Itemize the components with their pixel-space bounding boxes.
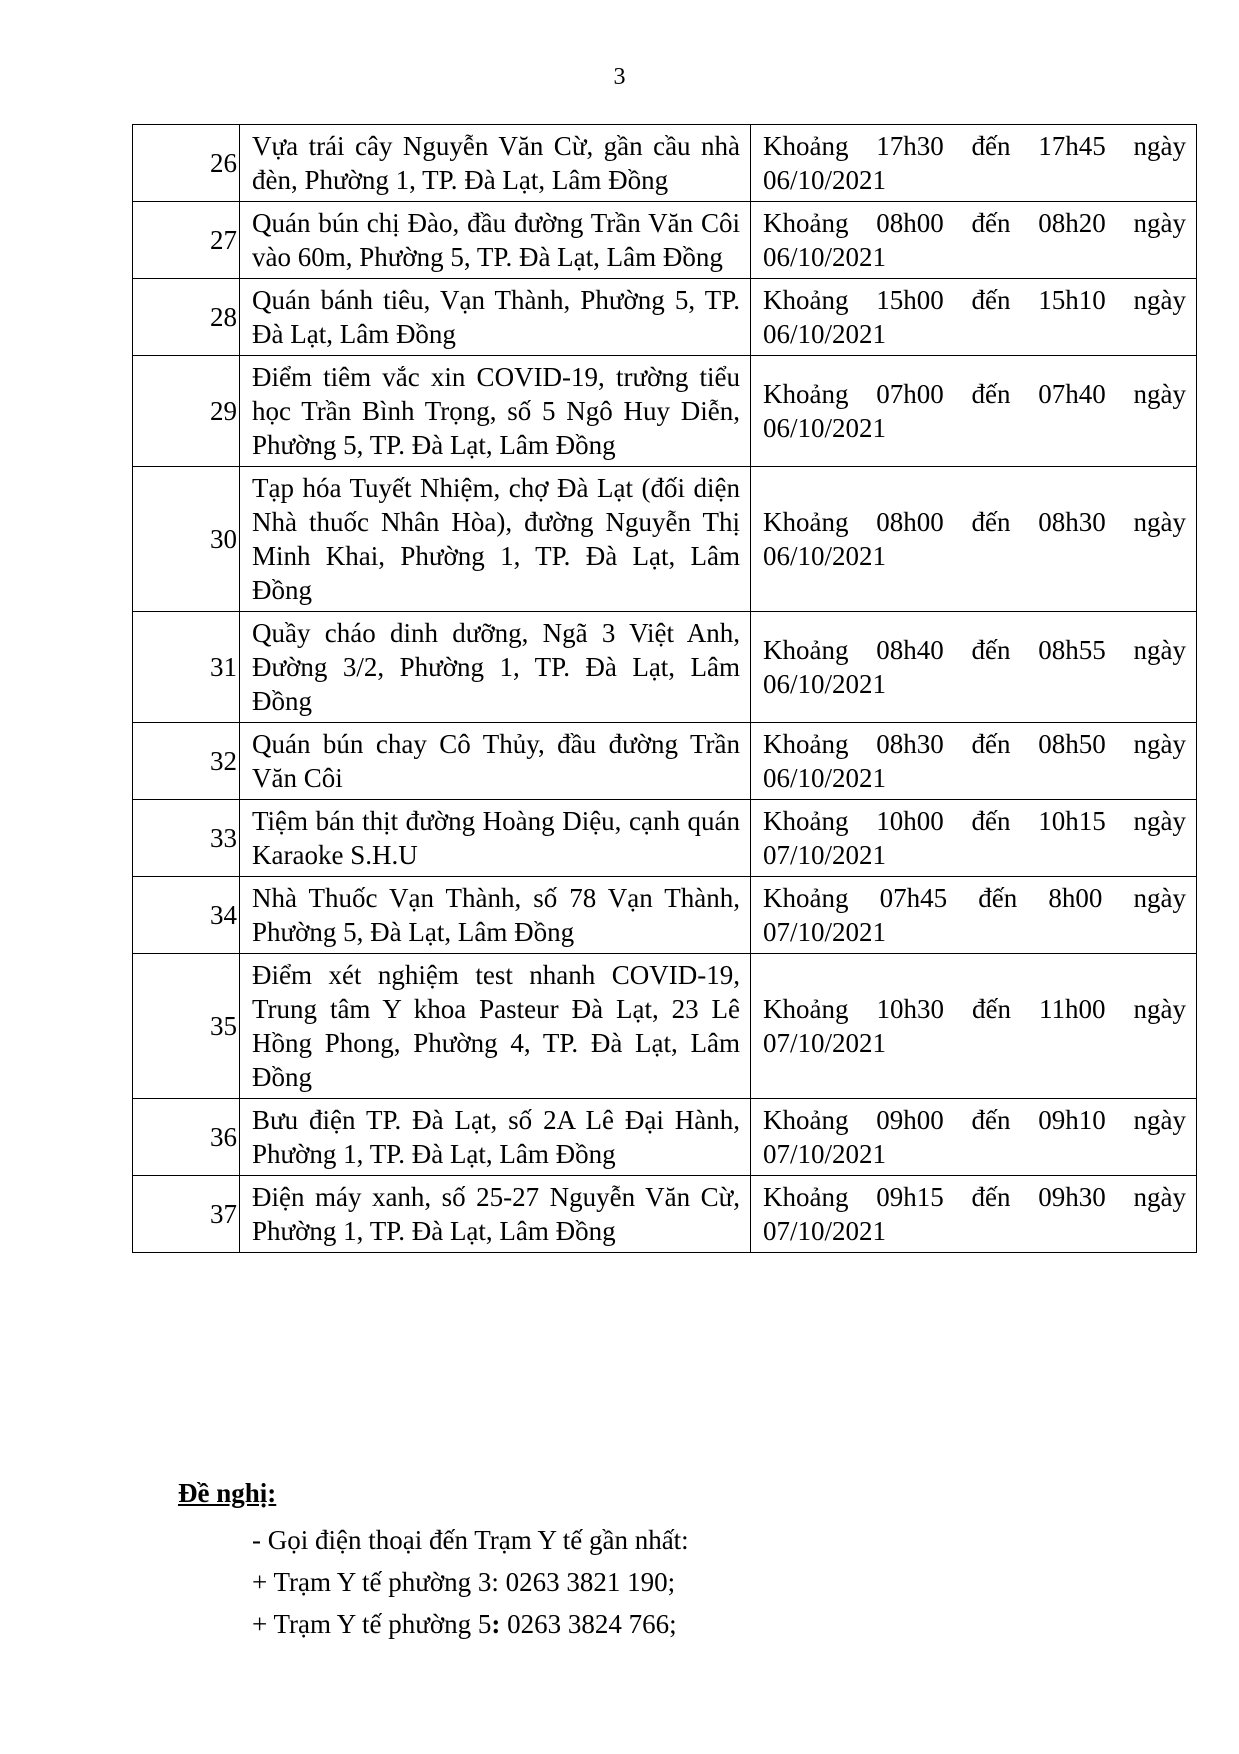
time-date: 06/10/2021	[763, 165, 887, 195]
row-time	[751, 467, 1197, 612]
row-location: Bưu điện TP. Đà Lạt, số 2A Lê Đại Hành, Phường 1, TP. Đà Lạt, Lâm Đồng	[240, 1099, 751, 1176]
row-location: Điểm tiêm vắc xin COVID-19, trường tiểu học Trần Bình Trọng, số 5 Ngô Huy Diễn, Phường 5, TP. Đà Lạt, Lâm Đồng	[240, 356, 751, 467]
time-date: 07/10/2021	[763, 840, 887, 870]
time-date: 07/10/2021	[763, 1216, 887, 1246]
suggestion-station-5	[252, 1603, 689, 1645]
time-sep: đến	[971, 729, 1011, 759]
time-date: 06/10/2021	[763, 541, 887, 571]
time-date: 06/10/2021	[763, 242, 887, 272]
time-day: ngày	[1133, 1182, 1186, 1212]
row-time	[751, 356, 1197, 467]
table-row	[133, 954, 1197, 1099]
time-range	[763, 206, 1186, 240]
time-prefix: Khoảng	[763, 379, 849, 409]
locations-table	[132, 124, 1197, 1253]
time-range	[763, 992, 1186, 1026]
row-time	[751, 954, 1197, 1099]
time-date: 06/10/2021	[763, 319, 887, 349]
time-day: ngày	[1133, 806, 1186, 836]
time-start: 09h15	[876, 1182, 944, 1212]
row-time	[751, 202, 1197, 279]
row-number: 28	[133, 279, 240, 356]
station-5-colon: :	[491, 1609, 501, 1639]
time-range	[763, 129, 1186, 163]
table-row	[133, 467, 1197, 612]
row-time	[751, 723, 1197, 800]
time-prefix: Khoảng	[763, 1182, 849, 1212]
time-start: 10h30	[876, 994, 944, 1024]
row-number: 31	[133, 612, 240, 723]
time-day: ngày	[1133, 285, 1186, 315]
time-start: 15h00	[876, 285, 944, 315]
row-number: 35	[133, 954, 240, 1099]
row-number: 27	[133, 202, 240, 279]
suggestions-section	[178, 1478, 689, 1645]
time-range	[763, 804, 1186, 838]
time-date: 07/10/2021	[763, 1028, 887, 1058]
time-end: 08h20	[1038, 208, 1106, 238]
time-range	[763, 727, 1186, 761]
time-prefix: Khoảng	[763, 635, 849, 665]
time-day: ngày	[1133, 729, 1186, 759]
time-date: 06/10/2021	[763, 669, 887, 699]
row-location: Quán bún chay Cô Thủy, đầu đường Trần Văn Côi	[240, 723, 751, 800]
time-sep: đến	[971, 1105, 1011, 1135]
time-range	[763, 1180, 1186, 1214]
row-number: 32	[133, 723, 240, 800]
time-end: 08h50	[1038, 729, 1106, 759]
row-location: Quầy cháo dinh dưỡng, Ngã 3 Việt Anh, Đường 3/2, Phường 1, TP. Đà Lạt, Lâm Đồng	[240, 612, 751, 723]
row-location: Điện máy xanh, số 25-27 Nguyễn Văn Cừ, Phường 1, TP. Đà Lạt, Lâm Đồng	[240, 1176, 751, 1253]
time-sep: đến	[971, 507, 1011, 537]
time-date: 07/10/2021	[763, 1139, 887, 1169]
table-row	[133, 800, 1197, 877]
row-time	[751, 612, 1197, 723]
row-location: Nhà Thuốc Vạn Thành, số 78 Vạn Thành, Phường 5, Đà Lạt, Lâm Đồng	[240, 877, 751, 954]
row-time	[751, 125, 1197, 202]
time-date: 06/10/2021	[763, 763, 887, 793]
row-number: 30	[133, 467, 240, 612]
time-range	[763, 377, 1186, 411]
time-prefix: Khoảng	[763, 507, 849, 537]
time-range	[763, 505, 1186, 539]
row-location: Vựa trái cây Nguyễn Văn Cừ, gần cầu nhà đèn, Phường 1, TP. Đà Lạt, Lâm Đồng	[240, 125, 751, 202]
row-time	[751, 800, 1197, 877]
time-end: 17h45	[1038, 131, 1106, 161]
row-number: 26	[133, 125, 240, 202]
row-number: 29	[133, 356, 240, 467]
time-range	[763, 283, 1186, 317]
time-day: ngày	[1133, 883, 1186, 913]
page-number: 3	[613, 64, 626, 90]
time-start: 10h00	[876, 806, 944, 836]
time-start: 08h30	[876, 729, 944, 759]
row-location: Tạp hóa Tuyết Nhiệm, chợ Đà Lạt (đối diện Nhà thuốc Nhân Hòa), đường Nguyễn Thị Minh Khai, Phường 1, TP. Đà Lạt, Lâm Đồng	[240, 467, 751, 612]
time-start: 08h40	[876, 635, 944, 665]
time-sep: đến	[978, 883, 1018, 913]
table-row	[133, 723, 1197, 800]
row-location: Điểm xét nghiệm test nhanh COVID-19, Trung tâm Y khoa Pasteur Đà Lạt, 23 Lê Hồng Phong, Phường 4, TP. Đà Lạt, Lâm Đồng	[240, 954, 751, 1099]
time-day: ngày	[1133, 131, 1186, 161]
time-sep: đến	[971, 379, 1011, 409]
row-number: 33	[133, 800, 240, 877]
suggestion-station-3: + Trạm Y tế phường 3: 0263 3821 190;	[252, 1567, 676, 1597]
time-range	[763, 881, 1186, 915]
time-start: 09h00	[876, 1105, 944, 1135]
row-number: 36	[133, 1099, 240, 1176]
time-sep: đến	[971, 1182, 1011, 1212]
station-5-label: + Trạm Y tế phường 5	[252, 1609, 492, 1639]
time-day: ngày	[1133, 1105, 1186, 1135]
table-row	[133, 279, 1197, 356]
row-location: Quán bún chị Đào, đầu đường Trần Văn Côi vào 60m, Phường 5, TP. Đà Lạt, Lâm Đồng	[240, 202, 751, 279]
row-time	[751, 877, 1197, 954]
time-day: ngày	[1133, 994, 1186, 1024]
row-time	[751, 1099, 1197, 1176]
time-end: 07h40	[1038, 379, 1106, 409]
time-end: 11h00	[1038, 994, 1106, 1024]
time-start: 07h00	[876, 379, 944, 409]
table-row	[133, 125, 1197, 202]
time-prefix: Khoảng	[763, 285, 849, 315]
time-start: 07h45	[879, 883, 948, 913]
time-prefix: Khoảng	[763, 806, 849, 836]
table-row	[133, 612, 1197, 723]
row-time	[751, 1176, 1197, 1253]
time-start: 08h00	[876, 507, 944, 537]
time-start: 08h00	[876, 208, 944, 238]
time-sep: đến	[971, 994, 1011, 1024]
time-date: 07/10/2021	[763, 917, 887, 947]
row-location: Tiệm bán thịt đường Hoàng Diệu, cạnh quán Karaoke S.H.U	[240, 800, 751, 877]
suggestion-call-line: - Gọi điện thoại đến Trạm Y tế gần nhất:	[252, 1525, 689, 1555]
table-row	[133, 1099, 1197, 1176]
time-prefix: Khoảng	[763, 208, 849, 238]
time-range	[763, 1103, 1186, 1137]
time-end: 09h30	[1038, 1182, 1106, 1212]
time-sep: đến	[971, 208, 1011, 238]
time-prefix: Khoảng	[763, 131, 849, 161]
time-prefix: Khoảng	[763, 1105, 849, 1135]
time-end: 15h10	[1038, 285, 1106, 315]
time-day: ngày	[1133, 379, 1186, 409]
time-sep: đến	[971, 285, 1011, 315]
table-row	[133, 1176, 1197, 1253]
time-day: ngày	[1133, 507, 1186, 537]
table-row	[133, 356, 1197, 467]
time-end: 8h00	[1048, 883, 1103, 913]
time-prefix: Khoảng	[763, 729, 849, 759]
table-row	[133, 877, 1197, 954]
table-row	[133, 202, 1197, 279]
time-sep: đến	[971, 131, 1011, 161]
time-end: 08h55	[1038, 635, 1106, 665]
row-number: 34	[133, 877, 240, 954]
time-sep: đến	[971, 806, 1011, 836]
time-start: 17h30	[876, 131, 944, 161]
row-time	[751, 279, 1197, 356]
time-end: 08h30	[1038, 507, 1106, 537]
suggestions-title: Đề nghị:	[178, 1478, 277, 1508]
time-sep: đến	[971, 635, 1011, 665]
time-range	[763, 633, 1186, 667]
time-day: ngày	[1133, 208, 1186, 238]
station-5-phone: 0263 3824 766;	[500, 1609, 677, 1639]
row-number: 37	[133, 1176, 240, 1253]
row-location: Quán bánh tiêu, Vạn Thành, Phường 5, TP. Đà Lạt, Lâm Đồng	[240, 279, 751, 356]
time-prefix: Khoảng	[763, 994, 849, 1024]
time-end: 09h10	[1038, 1105, 1106, 1135]
time-day: ngày	[1133, 635, 1186, 665]
time-date: 06/10/2021	[763, 413, 887, 443]
time-prefix: Khoảng	[763, 883, 849, 913]
time-end: 10h15	[1038, 806, 1106, 836]
